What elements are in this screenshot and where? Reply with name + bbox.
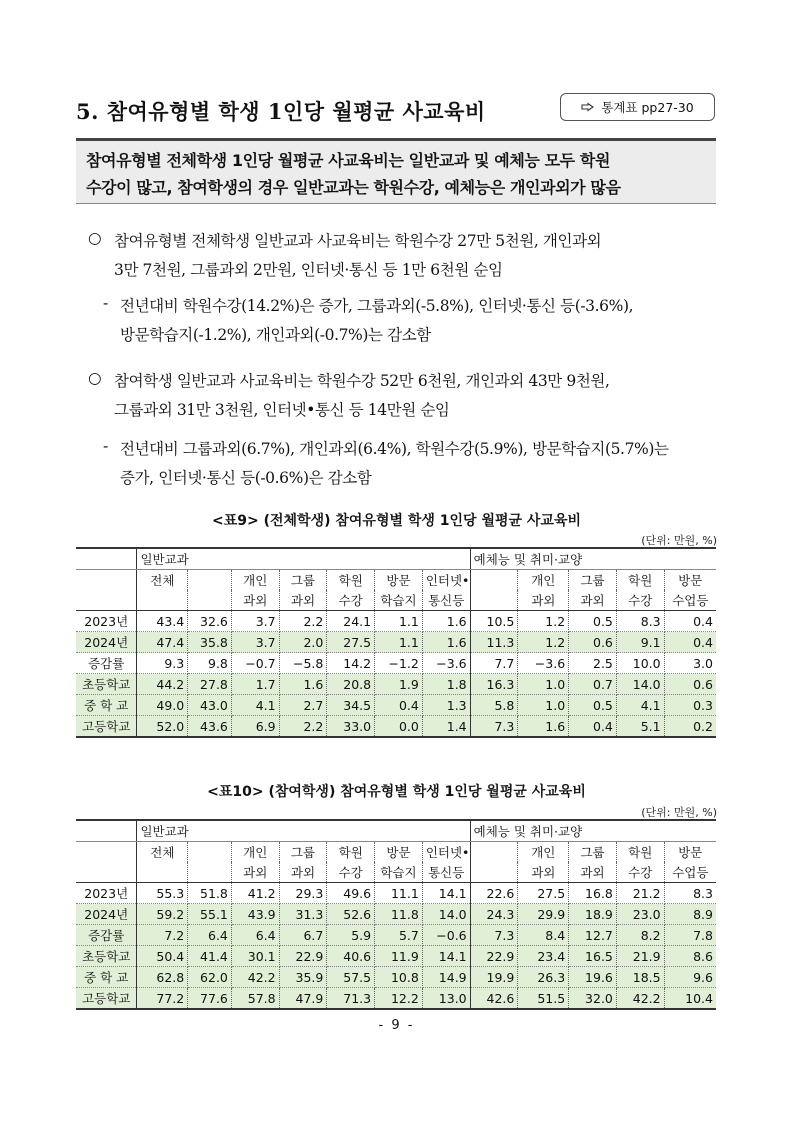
sub-bullet-text: 전년대비 그룹과외(6.7%), 개인과외(6.4%), 학원수강(5.9%), 방문학습지(5.7%)는 bbox=[120, 440, 669, 458]
table-row bbox=[76, 611, 716, 632]
table-cell: 9.6 bbox=[664, 967, 716, 988]
table-row bbox=[76, 632, 716, 653]
table-cell: 6.4 bbox=[231, 925, 279, 946]
row-label: 2024년 bbox=[76, 904, 137, 925]
corner-cell bbox=[76, 820, 137, 842]
table-cell: 51.8 bbox=[188, 883, 232, 904]
table-cell: 2.2 bbox=[279, 716, 327, 738]
header-col: 과외 bbox=[569, 590, 617, 611]
table-cell: 19.6 bbox=[569, 967, 617, 988]
table9-caption: <표9> (전체학생) 참여유형별 학생 1인당 월평균 사교육비 bbox=[212, 513, 581, 529]
table-cell: 21.2 bbox=[616, 883, 664, 904]
row-label: 중 학 교 bbox=[76, 695, 137, 716]
header-subtotal bbox=[470, 570, 518, 591]
header-col: 수강 bbox=[327, 590, 375, 611]
header-col: 개인 bbox=[518, 842, 569, 863]
table-cell: 29.9 bbox=[518, 904, 569, 925]
header-col: 개인 bbox=[518, 570, 569, 591]
table-cell: 62.0 bbox=[188, 967, 232, 988]
table-cell: 5.7 bbox=[375, 925, 423, 946]
table-cell: 0.6 bbox=[569, 632, 617, 653]
stat-table-reference bbox=[560, 93, 715, 121]
table-cell: 0.4 bbox=[569, 716, 617, 738]
table-cell: 0.4 bbox=[375, 695, 423, 716]
table-cell: 5.8 bbox=[470, 695, 518, 716]
table-cell: 0.5 bbox=[569, 611, 617, 632]
row-label: 증감률 bbox=[76, 925, 137, 946]
table-cell: 19.9 bbox=[470, 967, 518, 988]
header-col: 인터넷• bbox=[422, 570, 470, 591]
row-label: 고등학교 bbox=[76, 988, 137, 1010]
summary-box bbox=[76, 138, 716, 204]
table-cell: 2.0 bbox=[279, 632, 327, 653]
table-cell: 5.9 bbox=[327, 925, 375, 946]
table-cell: 77.6 bbox=[188, 988, 232, 1010]
bullet-text: 참여유형별 전체학생 일반교과 사교육비는 학원수강 27만 5천원, 개인과외 bbox=[114, 232, 602, 250]
row-label: 2023년 bbox=[76, 883, 137, 904]
table-cell: 2.2 bbox=[279, 611, 327, 632]
header-col: 수업등 bbox=[664, 590, 716, 611]
header-col: 방문 bbox=[375, 570, 423, 591]
table9 bbox=[76, 547, 716, 738]
table-cell: 32.6 bbox=[188, 611, 232, 632]
table-cell: 6.4 bbox=[188, 925, 232, 946]
table-cell: 11.8 bbox=[375, 904, 423, 925]
table-cell: 22.9 bbox=[279, 946, 327, 967]
header-col: 과외 bbox=[569, 862, 617, 883]
sub-bullet-text: 방문학습지(-1.2%), 개인과외(-0.7%)는 감소함 bbox=[120, 326, 431, 344]
table10-caption: <표10> (참여학생) 참여유형별 학생 1인당 월평균 사교육비 bbox=[207, 784, 586, 800]
table-cell: 1.9 bbox=[375, 674, 423, 695]
table-cell: 14.1 bbox=[422, 946, 470, 967]
header-blank bbox=[470, 590, 518, 611]
table-cell: 4.1 bbox=[616, 695, 664, 716]
bullet-marker: ○ bbox=[88, 229, 102, 247]
table-row bbox=[76, 653, 716, 674]
table-cell: 1.6 bbox=[279, 674, 327, 695]
header-col: 개인 bbox=[231, 842, 279, 863]
table-cell: 49.6 bbox=[327, 883, 375, 904]
table-cell: 8.3 bbox=[664, 883, 716, 904]
table-cell: 9.1 bbox=[616, 632, 664, 653]
table-cell: 47.9 bbox=[279, 988, 327, 1010]
header-col: 학원 bbox=[327, 842, 375, 863]
header-total: 전체 bbox=[137, 842, 188, 863]
table-cell: 16.3 bbox=[470, 674, 518, 695]
table-cell: 41.4 bbox=[188, 946, 232, 967]
table-cell: 43.4 bbox=[137, 611, 188, 632]
header-col: 개인 bbox=[231, 570, 279, 591]
table-row bbox=[76, 695, 716, 716]
table-cell: 7.3 bbox=[470, 716, 518, 738]
table-cell: 77.2 bbox=[137, 988, 188, 1010]
header-col: 그룹 bbox=[279, 842, 327, 863]
table-cell: 51.5 bbox=[518, 988, 569, 1010]
header-blank bbox=[137, 862, 188, 883]
table-cell: 7.2 bbox=[137, 925, 188, 946]
header-col: 방문 bbox=[678, 573, 703, 588]
table-cell: 1.6 bbox=[518, 716, 569, 738]
row-label: 중 학 교 bbox=[76, 967, 137, 988]
table-cell: 11.1 bbox=[375, 883, 423, 904]
header-col: 수강 bbox=[616, 590, 664, 611]
header-subtotal bbox=[188, 842, 232, 863]
table-cell: 42.2 bbox=[231, 967, 279, 988]
table-cell: 8.3 bbox=[616, 611, 664, 632]
row-label: 고등학교 bbox=[76, 716, 137, 738]
table-cell: 0.4 bbox=[664, 632, 716, 653]
table-cell: −3.6 bbox=[422, 653, 470, 674]
table-cell: 4.1 bbox=[231, 695, 279, 716]
table-cell: 1.8 bbox=[422, 674, 470, 695]
header-col: 방문 bbox=[678, 845, 703, 860]
table-cell: 7.7 bbox=[470, 653, 518, 674]
table-cell: −0.7 bbox=[231, 653, 279, 674]
table-cell: 62.8 bbox=[137, 967, 188, 988]
table-cell: 13.0 bbox=[422, 988, 470, 1010]
reference-label: 통계표 pp27-30 bbox=[601, 100, 694, 115]
header-subtotal bbox=[188, 570, 232, 591]
row-label: 2023년 bbox=[76, 611, 137, 632]
table-cell: 24.3 bbox=[470, 904, 518, 925]
table-cell: 16.8 bbox=[569, 883, 617, 904]
header-col: 그룹 bbox=[569, 842, 617, 863]
table-cell: 1.7 bbox=[231, 674, 279, 695]
table-cell: 22.6 bbox=[470, 883, 518, 904]
corner-cell bbox=[76, 570, 137, 591]
sub-bullet-marker: - bbox=[103, 437, 108, 455]
table-cell: 11.9 bbox=[375, 946, 423, 967]
header-col: 통신등 bbox=[422, 862, 470, 883]
table-cell: 47.4 bbox=[137, 632, 188, 653]
header-blank bbox=[137, 590, 188, 611]
table-cell: 57.5 bbox=[327, 967, 375, 988]
table-row bbox=[76, 716, 716, 738]
table-row bbox=[76, 904, 716, 925]
header-col: 학원 bbox=[327, 570, 375, 591]
table-cell: 1.1 bbox=[375, 611, 423, 632]
table-cell: 31.3 bbox=[279, 904, 327, 925]
table-cell: 23.4 bbox=[518, 946, 569, 967]
summary-line: 수강이 많고, 참여학생의 경우 일반교과는 학원수강, 예체능은 개인과외가 많음 bbox=[86, 178, 621, 197]
row-label: 초등학교 bbox=[76, 946, 137, 967]
table-cell: 50.4 bbox=[137, 946, 188, 967]
table-cell: 2.5 bbox=[569, 653, 617, 674]
header-col: 방문 bbox=[375, 842, 423, 863]
table-cell: 0.6 bbox=[664, 674, 716, 695]
header-col: 그룹 bbox=[569, 570, 617, 591]
table-cell: 14.0 bbox=[422, 904, 470, 925]
row-label: 증감률 bbox=[76, 653, 137, 674]
header-subtotal bbox=[470, 842, 518, 863]
table-cell: 49.0 bbox=[137, 695, 188, 716]
table-cell: 8.4 bbox=[518, 925, 569, 946]
table-cell: 12.7 bbox=[569, 925, 617, 946]
table-row bbox=[76, 967, 716, 988]
table-cell: 10.5 bbox=[470, 611, 518, 632]
table-cell: 6.7 bbox=[279, 925, 327, 946]
table-cell: 18.5 bbox=[616, 967, 664, 988]
bullet-text: 그룹과외 31만 3천원, 인터넷•통신 등 14만원 순임 bbox=[114, 401, 450, 419]
header-col: 학습지 bbox=[375, 590, 423, 611]
corner-cell bbox=[76, 842, 137, 863]
table-cell: 42.6 bbox=[470, 988, 518, 1010]
table-cell: 3.0 bbox=[664, 653, 716, 674]
table-cell: −5.8 bbox=[279, 653, 327, 674]
corner-cell bbox=[76, 862, 137, 883]
table-cell: 71.3 bbox=[327, 988, 375, 1010]
row-label: 2024년 bbox=[76, 632, 137, 653]
table-cell: 55.3 bbox=[137, 883, 188, 904]
table-cell: 42.2 bbox=[616, 988, 664, 1010]
table10 bbox=[76, 819, 716, 1010]
table-cell: 32.0 bbox=[569, 988, 617, 1010]
table-cell: 44.2 bbox=[137, 674, 188, 695]
table-cell: 24.1 bbox=[327, 611, 375, 632]
table-cell: 1.3 bbox=[422, 695, 470, 716]
sub-bullet-text: 증가, 인터넷·통신 등(-0.6%)은 감소함 bbox=[120, 469, 372, 487]
header-arts: 예체능 및 취미·교양 bbox=[470, 820, 716, 842]
table-cell: 33.0 bbox=[327, 716, 375, 738]
table-cell: 27.8 bbox=[188, 674, 232, 695]
table-cell: 1.1 bbox=[375, 632, 423, 653]
table-cell: 27.5 bbox=[518, 883, 569, 904]
header-col: 그룹 bbox=[279, 570, 327, 591]
table-cell: 3.7 bbox=[231, 632, 279, 653]
header-col: 과외 bbox=[231, 590, 279, 611]
header-general: 일반교과 bbox=[137, 820, 470, 842]
table-cell: 43.9 bbox=[231, 904, 279, 925]
table-row bbox=[76, 988, 716, 1010]
table-cell: 9.3 bbox=[137, 653, 188, 674]
header-col: 인터넷• bbox=[422, 842, 470, 863]
table-cell: 34.5 bbox=[327, 695, 375, 716]
table-cell: 40.6 bbox=[327, 946, 375, 967]
header-col: 수강 bbox=[327, 862, 375, 883]
table-cell: 0.4 bbox=[664, 611, 716, 632]
table-cell: 8.2 bbox=[616, 925, 664, 946]
table-cell: 52.6 bbox=[327, 904, 375, 925]
table-cell: 12.2 bbox=[375, 988, 423, 1010]
table-cell: 22.9 bbox=[470, 946, 518, 967]
table-cell: −0.6 bbox=[422, 925, 470, 946]
header-col: 통신등 bbox=[422, 590, 470, 611]
header-arts: 예체능 및 취미·교양 bbox=[470, 548, 716, 570]
table-cell: 27.5 bbox=[327, 632, 375, 653]
header-col: 수강 bbox=[616, 862, 664, 883]
table-row bbox=[76, 925, 716, 946]
table-cell: 10.0 bbox=[616, 653, 664, 674]
table-cell: 16.5 bbox=[569, 946, 617, 967]
header-col: 과외 bbox=[279, 590, 327, 611]
table-cell: 1.0 bbox=[518, 674, 569, 695]
header-blank bbox=[188, 862, 232, 883]
table-cell: 3.7 bbox=[231, 611, 279, 632]
hand-pointing-icon bbox=[581, 100, 595, 115]
sub-bullet-marker: - bbox=[103, 294, 108, 312]
table-row bbox=[76, 946, 716, 967]
table-cell: 10.8 bbox=[375, 967, 423, 988]
bullet-marker: ○ bbox=[88, 369, 102, 387]
table-cell: 35.8 bbox=[188, 632, 232, 653]
row-label: 초등학교 bbox=[76, 674, 137, 695]
header-total: 전체 bbox=[137, 570, 188, 591]
page-number: - 9 - bbox=[378, 1018, 415, 1033]
table-cell: 30.1 bbox=[231, 946, 279, 967]
header-col: 학원 bbox=[616, 570, 664, 591]
header-blank bbox=[188, 590, 232, 611]
corner-cell bbox=[76, 548, 137, 570]
table-cell: 35.9 bbox=[279, 967, 327, 988]
table-cell: 14.0 bbox=[616, 674, 664, 695]
table9-unit: (단위: 만원, %) bbox=[641, 534, 717, 547]
table-cell: 59.2 bbox=[137, 904, 188, 925]
table-cell: 43.6 bbox=[188, 716, 232, 738]
table-cell: 55.1 bbox=[188, 904, 232, 925]
section-title: 5. 참여유형별 학생 1인당 월평균 사교육비 bbox=[76, 99, 486, 124]
table-cell: 2.7 bbox=[279, 695, 327, 716]
table-row bbox=[76, 674, 716, 695]
header-col: 과외 bbox=[518, 862, 569, 883]
table-cell: 8.6 bbox=[664, 946, 716, 967]
table-cell: −1.2 bbox=[375, 653, 423, 674]
summary-line: 참여유형별 전체학생 1인당 월평균 사교육비는 일반교과 및 예체능 모두 학원 bbox=[86, 151, 611, 170]
table-cell: 11.3 bbox=[470, 632, 518, 653]
table-cell: 41.2 bbox=[231, 883, 279, 904]
table-cell: 1.6 bbox=[422, 611, 470, 632]
header-col: 과외 bbox=[518, 590, 569, 611]
table-cell: 0.2 bbox=[664, 716, 716, 738]
table-cell: 14.9 bbox=[422, 967, 470, 988]
table-cell: 0.5 bbox=[569, 695, 617, 716]
table-row bbox=[76, 883, 716, 904]
table10-unit: (단위: 만원, %) bbox=[641, 806, 717, 819]
table-cell: 1.2 bbox=[518, 611, 569, 632]
header-general: 일반교과 bbox=[137, 548, 470, 570]
table-cell: 1.0 bbox=[518, 695, 569, 716]
table-cell: 1.6 bbox=[422, 632, 470, 653]
bullet-text: 3만 7천원, 그룹과외 2만원, 인터넷·통신 등 1만 6천원 순임 bbox=[114, 261, 503, 279]
table-cell: −3.6 bbox=[518, 653, 569, 674]
table-cell: 43.0 bbox=[188, 695, 232, 716]
table-cell: 9.8 bbox=[188, 653, 232, 674]
header-col: 수업등 bbox=[664, 862, 716, 883]
table-cell: 6.9 bbox=[231, 716, 279, 738]
corner-cell bbox=[76, 590, 137, 611]
table-cell: 21.9 bbox=[616, 946, 664, 967]
table-cell: 8.9 bbox=[664, 904, 716, 925]
header-blank bbox=[470, 862, 518, 883]
header-col: 학원 bbox=[616, 842, 664, 863]
table-cell: 1.4 bbox=[422, 716, 470, 738]
table-cell: 7.3 bbox=[470, 925, 518, 946]
table-cell: 23.0 bbox=[616, 904, 664, 925]
table-cell: 1.2 bbox=[518, 632, 569, 653]
sub-bullet-text: 전년대비 학원수강(14.2%)은 증가, 그룹과외(-5.8%), 인터넷·통신 등(-3.6%), bbox=[120, 297, 634, 315]
table-cell: 29.3 bbox=[279, 883, 327, 904]
table-cell: 26.3 bbox=[518, 967, 569, 988]
table-cell: 10.4 bbox=[664, 988, 716, 1010]
table-cell: 57.8 bbox=[231, 988, 279, 1010]
header-col: 학습지 bbox=[375, 862, 423, 883]
table-cell: 0.7 bbox=[569, 674, 617, 695]
table-cell: 7.8 bbox=[664, 925, 716, 946]
table-cell: 14.2 bbox=[327, 653, 375, 674]
table-cell: 0.3 bbox=[664, 695, 716, 716]
header-col: 과외 bbox=[279, 862, 327, 883]
table-cell: 52.0 bbox=[137, 716, 188, 738]
table-cell: 20.8 bbox=[327, 674, 375, 695]
table-cell: 18.9 bbox=[569, 904, 617, 925]
table-cell: 0.0 bbox=[375, 716, 423, 738]
header-col: 과외 bbox=[231, 862, 279, 883]
bullet-text: 참여학생 일반교과 사교육비는 학원수강 52만 6천원, 개인과외 43만 9천원, bbox=[114, 372, 610, 390]
table-cell: 14.1 bbox=[422, 883, 470, 904]
table-cell: 5.1 bbox=[616, 716, 664, 738]
